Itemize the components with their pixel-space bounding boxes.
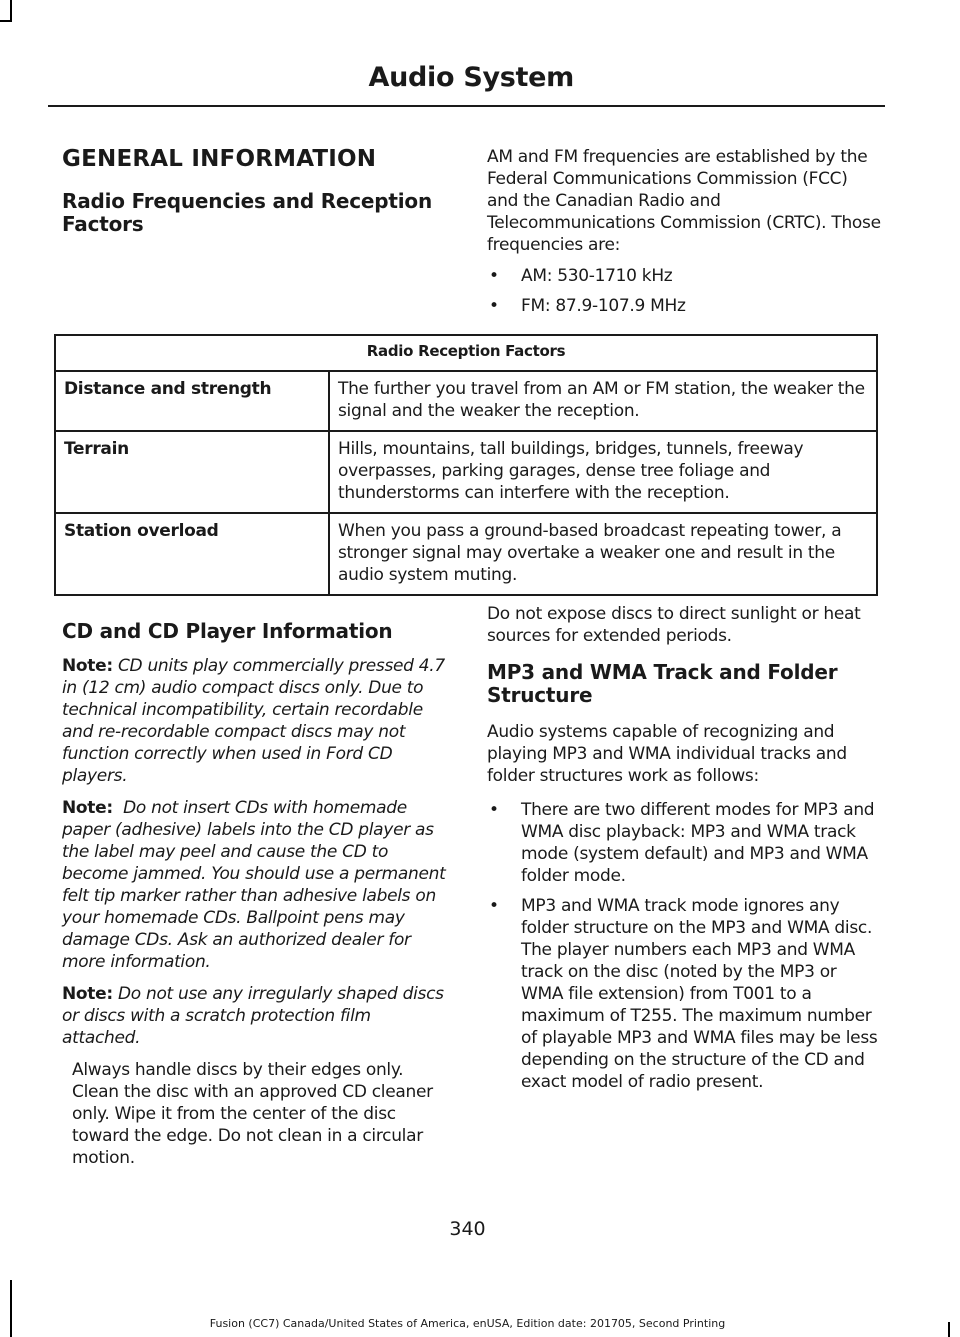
note-paragraph: Note: Do not use any irregularly shaped discs or discs with a scratch protection film attached. bbox=[62, 984, 444, 1048]
bullet: • bbox=[489, 800, 499, 820]
header-divider bbox=[48, 105, 885, 107]
note-paragraph: Note: CD units play commercially pressed 4.7 in (12 cm) audio compact discs only. Due to technical incompatibility, certain recordable and re-recordable compact discs may not function correctly when used in Ford CD players. bbox=[62, 656, 445, 786]
mp3-intro: Audio systems capable of recognizing and playing MP3 and WMA individual tracks and folder structures work as follows: bbox=[487, 722, 847, 786]
note-paragraph: Note: Do not insert CDs with homemade paper (adhesive) labels into the CD player as the label may peel and cause the CD to become jammed. You should use a permanent felt tip marker rather than adhesive labels on your homemade CDs. Ballpoint pens may damage CDs. Ask an authorized dealer for more information. bbox=[62, 798, 446, 972]
table-cell-description: The further you travel from an AM or FM station, the weaker the signal and the weaker the reception. bbox=[329, 371, 877, 431]
subheading-cd-player: CD and CD Player Information bbox=[62, 619, 393, 643]
handling-paragraph: Always handle discs by their edges only. Clean the disc with an approved CD cleaner only. Wipe it from the center of the disc toward the edge. Do not clean in a circular motion. bbox=[72, 1060, 433, 1168]
table-cell-factor: Station overload bbox=[55, 513, 329, 595]
mp3-list bbox=[487, 799, 882, 1093]
radio-reception-factors-table bbox=[54, 334, 878, 596]
sunlight-paragraph: Do not expose discs to direct sunlight or heat sources for extended periods. bbox=[487, 604, 861, 646]
page-header-title: Audio System bbox=[368, 62, 574, 93]
list-item: • AM: 530-1710 kHz bbox=[489, 266, 673, 286]
list-item: • FM: 87.9-107.9 MHz bbox=[489, 296, 686, 316]
table-cell-description: When you pass a ground-based broadcast repeating tower, a stronger signal may overtake a weaker one and result in the audio system muting. bbox=[329, 513, 877, 595]
cd-info-column bbox=[62, 620, 448, 1179]
bullet: • bbox=[489, 266, 499, 286]
list-item: • There are two different modes for MP3 and WMA disc playback: MP3 and WMA track mode (system default) and MP3 and WMA folder mode. bbox=[489, 800, 875, 886]
table-header-row bbox=[55, 335, 877, 371]
table-row bbox=[55, 371, 877, 431]
section-heading-general: GENERAL INFORMATION bbox=[62, 146, 377, 172]
list-item: • MP3 and WMA track mode ignores any folder structure on the MP3 and WMA disc. The player numbers each MP3 and WMA track on the disc (noted by the MP3 or WMA file extension) from T001 to a maximum of T255. The maximum number of playable MP3 and WMA files may be less depending on the structure of the CD and exact model of radio present. bbox=[489, 896, 878, 1092]
general-info-left bbox=[62, 146, 457, 236]
general-info-right bbox=[487, 146, 882, 325]
table-row bbox=[55, 513, 877, 595]
subheading-radio-frequencies: Radio Frequencies and Reception Factors bbox=[62, 189, 432, 236]
page-number: 340 bbox=[449, 1218, 486, 1240]
crop-mark bbox=[10, 0, 12, 22]
frequency-list bbox=[487, 265, 882, 317]
table-title: Radio Reception Factors bbox=[55, 335, 877, 371]
crop-mark bbox=[0, 20, 12, 22]
mp3-info-column bbox=[487, 603, 882, 1101]
table-row bbox=[55, 431, 877, 513]
crop-mark bbox=[948, 1322, 950, 1337]
table-cell-factor: Distance and strength bbox=[55, 371, 329, 431]
page-footer: Fusion (CC7) Canada/United States of America, enUSA, Edition date: 201705, Second Printing bbox=[209, 1317, 726, 1330]
table-cell-description: Hills, mountains, tall buildings, bridges, tunnels, freeway overpasses, parking garages, dense tree foliage and thunderstorms can interfere with the reception. bbox=[329, 431, 877, 513]
frequency-intro: AM and FM frequencies are established by the Federal Communications Commission (FCC) and the Canadian Radio and Telecommunications Commission (CRTC). Those frequencies are: bbox=[487, 147, 881, 255]
subheading-mp3-wma: MP3 and WMA Track and Folder Structure bbox=[487, 660, 838, 707]
table-cell-factor: Terrain bbox=[55, 431, 329, 513]
bullet: • bbox=[489, 896, 499, 916]
bullet: • bbox=[489, 296, 499, 316]
